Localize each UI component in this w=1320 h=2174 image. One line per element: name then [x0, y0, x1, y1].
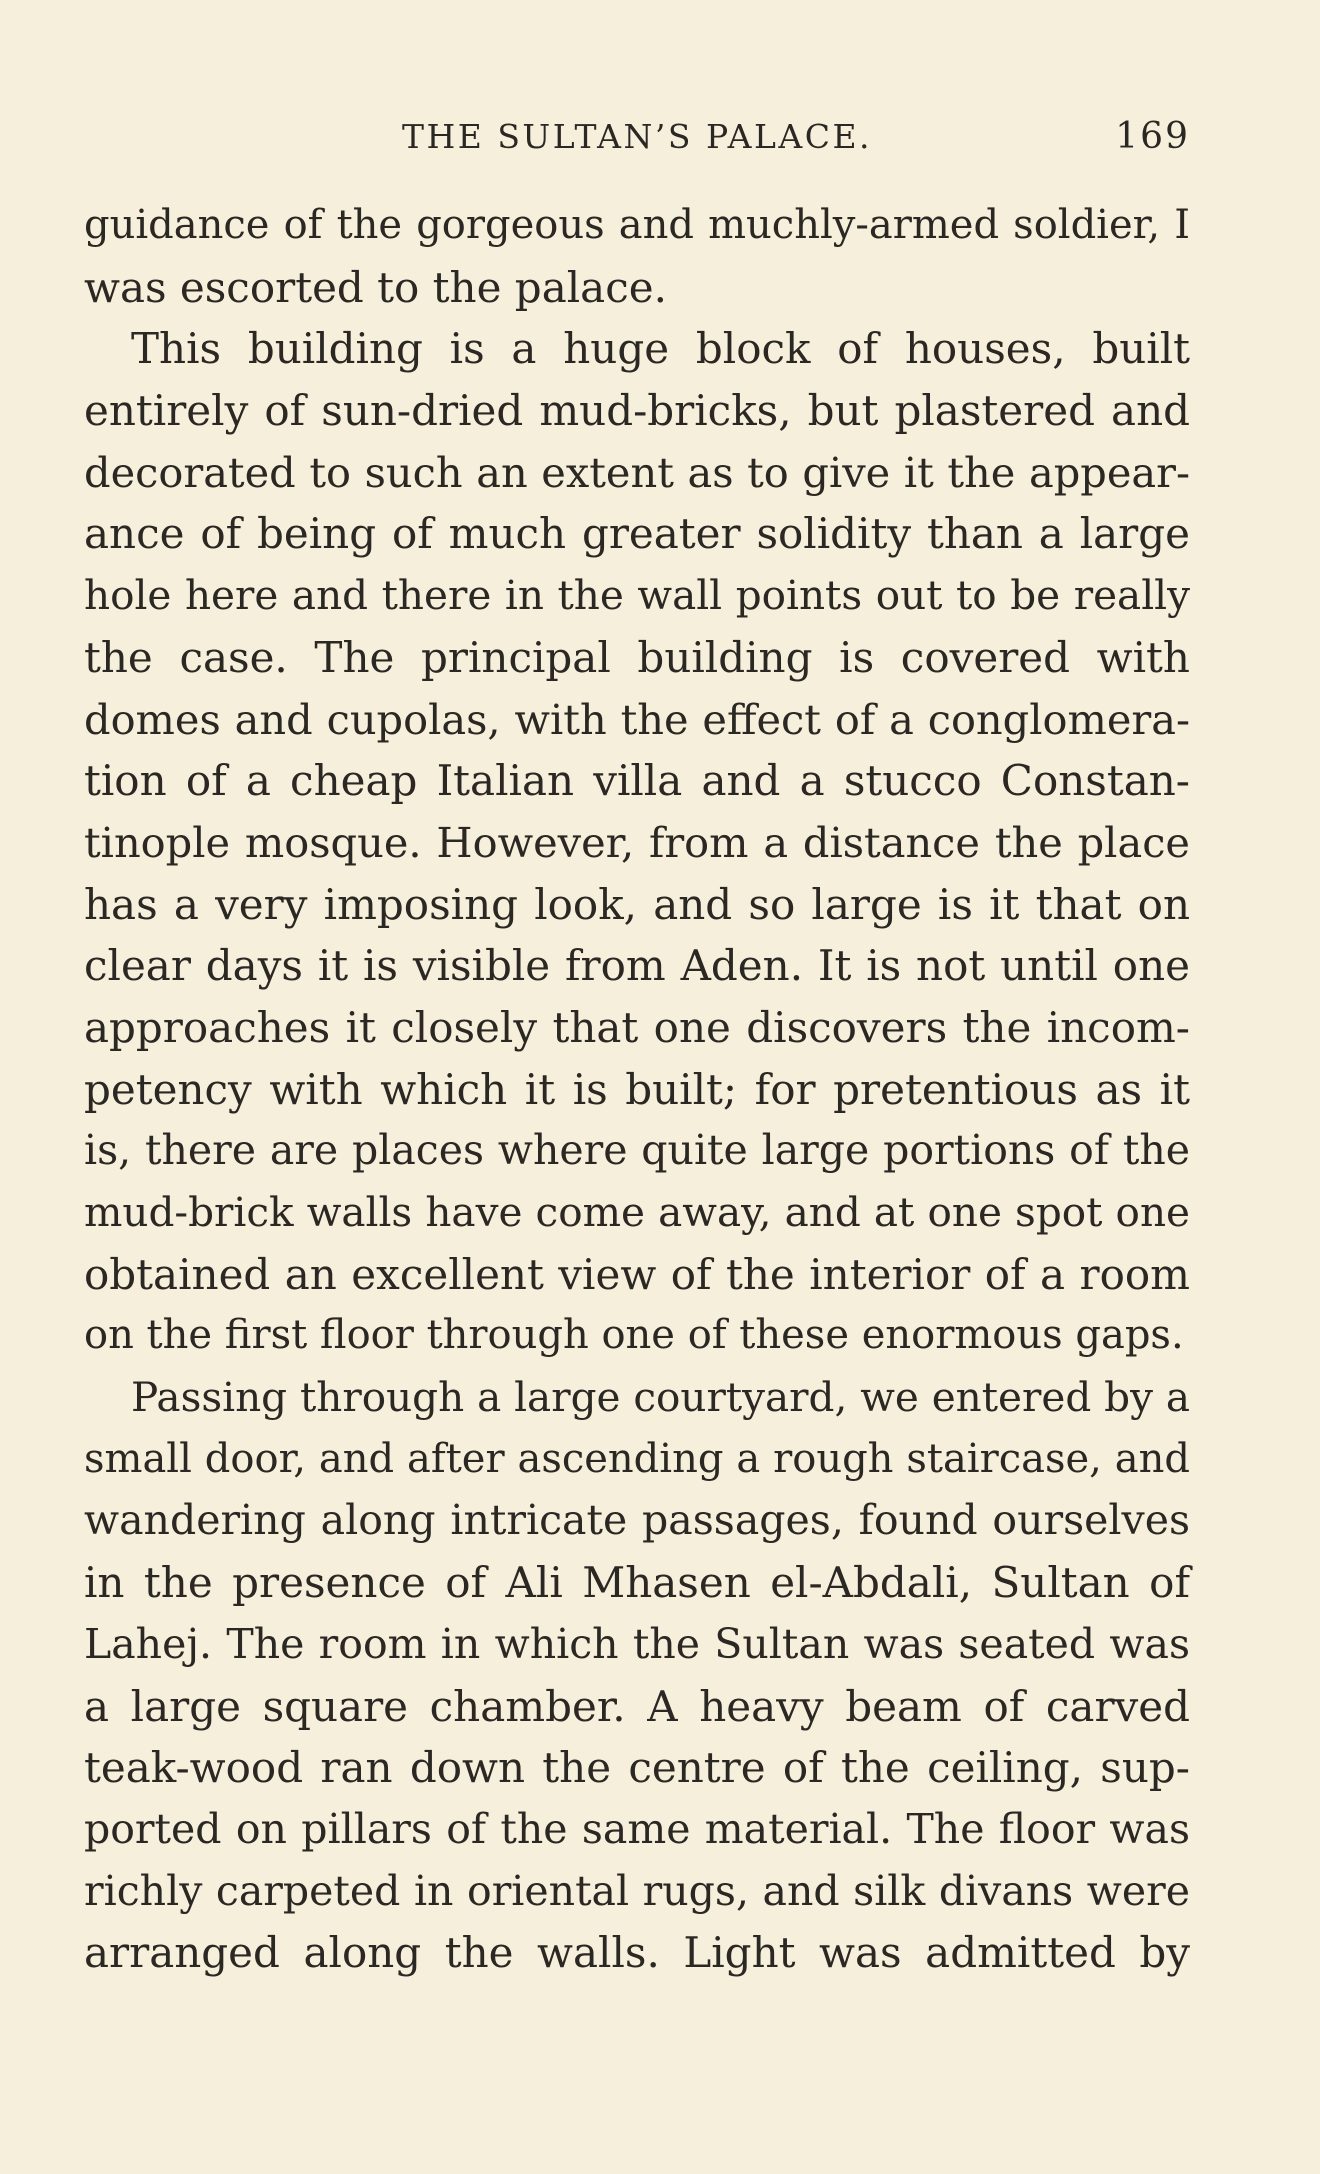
text-line: was escorted to the palace.	[84, 262, 667, 312]
text-line: ance of being of much greater solidity than a large	[84, 509, 1190, 559]
text-line: entirely of sun-dried mud-bricks, but plastered and	[84, 386, 1190, 436]
text-line: is, there are places where quite large portions of the	[84, 1126, 1190, 1175]
text-line: a large square chamber. A heavy beam of carved	[84, 1681, 1190, 1731]
text-line: domes and cupolas, with the effect of a conglomera-	[84, 694, 1190, 744]
text-line: This building is a huge block of houses, built	[131, 324, 1190, 374]
text-line: guidance of the gorgeous and muchly-armed soldier, I	[84, 202, 1190, 248]
text-line: teak-wood ran down the centre of the ceiling, sup-	[84, 1743, 1190, 1793]
text-line: small door, and after ascending a rough staircase, and	[84, 1435, 1190, 1482]
page-number: 169	[1115, 116, 1190, 157]
text-line: arranged along the walls. Light was admitted by	[84, 1928, 1190, 1978]
text-line: wandering along intricate passages, found ourselves	[84, 1496, 1190, 1545]
text-line: ported on pillars of the same material. The floor was	[84, 1804, 1190, 1853]
text-line: Passing through a large courtyard, we entered by a	[131, 1373, 1190, 1422]
text-line: the case. The principal building is covered with	[84, 632, 1190, 682]
text-line: tion of a cheap Italian villa and a stucco Constan-	[84, 756, 1190, 806]
text-line: mud-brick walls have come away, and at one spot one	[84, 1188, 1190, 1236]
text-line: obtained an excellent view of the interior of a room	[84, 1249, 1190, 1299]
text-line: in the presence of Ali Mhasen el-Abdali, Sultan of	[84, 1558, 1190, 1608]
text-line: Lahej. The room in which the Sultan was seated was	[84, 1619, 1190, 1668]
text-line: on the first floor through one of these enormous gaps.	[84, 1312, 1184, 1359]
text-line: petency with which it is built; for pretentious as it	[84, 1064, 1190, 1114]
text-line: tinople mosque. However, from a distance the place	[84, 817, 1190, 867]
text-line: has a very imposing look, and so large is it that on	[84, 879, 1190, 929]
text-line: decorated to such an extent as to give it the appear-	[84, 447, 1190, 497]
text-line: richly carpeted in oriental rugs, and silk divans were	[84, 1866, 1190, 1915]
text-line: approaches it closely that one discovers the incom-	[84, 1002, 1190, 1052]
running-head	[84, 112, 1190, 162]
body-text	[84, 195, 1190, 1984]
running-title: THE SULTAN’S PALACE.	[401, 117, 873, 156]
text-line: clear days it is visible from Aden. It is not until one	[84, 941, 1190, 991]
text-line: hole here and there in the wall points out to be really	[84, 571, 1190, 620]
